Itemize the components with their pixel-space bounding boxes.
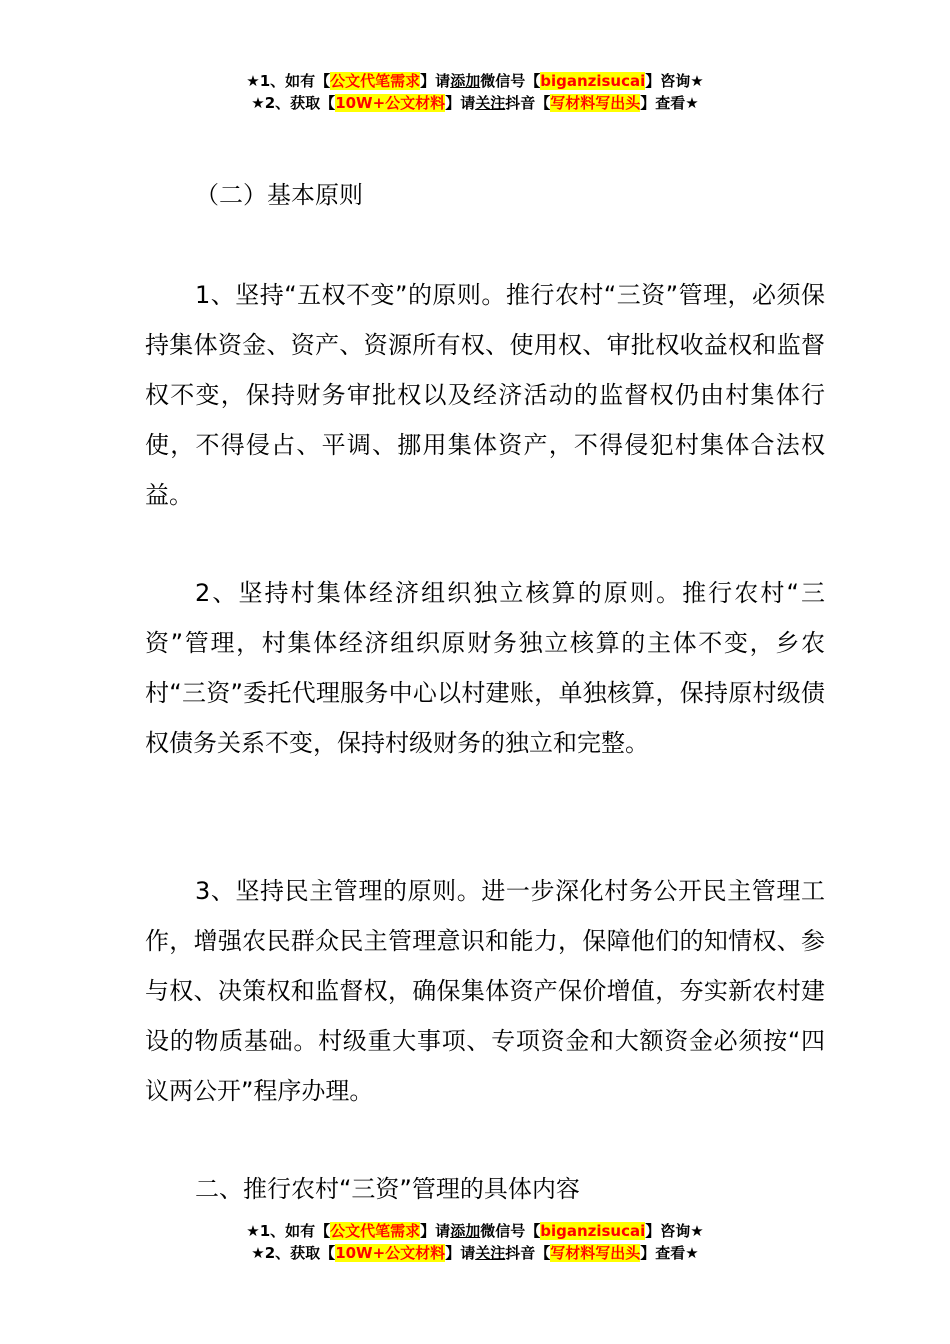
promo-banner-bottom [0, 1220, 950, 1264]
section-subheading: （二）基本原则 [195, 181, 363, 209]
promo-text: 】请 [445, 1244, 476, 1262]
promo-line-2 [0, 92, 950, 114]
promo-underlined: 关注 [475, 94, 506, 112]
promo-highlight: 10W+公文材料 [335, 1244, 446, 1262]
promo-line-2 [0, 1242, 950, 1264]
promo-text: ★2、获取【 [251, 94, 336, 112]
promo-text: ★1、如有【 [246, 72, 331, 90]
promo-text: 】请 [420, 72, 451, 90]
paragraph-text: 3、坚持民主管理的原则。进一步深化村务公开民主管理工作，增强农民群众民主管理意识和能力，保障他们的知情权、参与权、决策权和监督权，确保集体资产保价增值，夯实新农村建设的物质基础。村级重大事项、专项资金和大额资金必须按“四议两公开”程序办理。 [145, 877, 825, 1105]
promo-underlined: 添加 [450, 1222, 481, 1240]
promo-text: 】请 [445, 94, 476, 112]
promo-underlined: 关注 [475, 1244, 506, 1262]
promo-text: 】请 [420, 1222, 451, 1240]
paragraph-2 [145, 568, 825, 768]
promo-highlight: 公文代笔需求 [330, 1222, 421, 1240]
promo-highlight: 10W+公文材料 [335, 94, 446, 112]
paragraph-text: 2、坚持村集体经济组织独立核算的原则。推行农村“三资”管理，村集体经济组织原财务独立核算的主体不变，乡农村“三资”委托代理服务中心以村建账，单独核算，保持原村级债权债务关系不变，保持村级财务的独立和完整。 [145, 579, 825, 757]
paragraph-1 [145, 270, 825, 520]
promo-line-1 [0, 70, 950, 92]
paragraph-3 [145, 866, 825, 1116]
promo-highlight: biganzisucai [540, 72, 646, 90]
promo-text: 微信号【 [480, 1222, 541, 1240]
promo-text: 】查看★ [640, 1244, 699, 1262]
promo-text: 】咨询★ [645, 72, 704, 90]
promo-highlight: 写材料写出头 [550, 94, 641, 112]
promo-banner-top [0, 70, 950, 114]
paragraph-text: 1、坚持“五权不变”的原则。推行农村“三资”管理，必须保持集体资金、资产、资源所有权、使用权、审批权收益权和监督权不变，保持财务审批权以及经济活动的监督权仍由村集体行使，不得侵占、平调、挪用集体资产，不得侵犯村集体合法权益。 [145, 281, 825, 509]
promo-line-1 [0, 1220, 950, 1242]
promo-text: ★1、如有【 [246, 1222, 331, 1240]
promo-underlined: 添加 [450, 72, 481, 90]
promo-text: 】咨询★ [645, 1222, 704, 1240]
promo-text: 抖音【 [505, 94, 551, 112]
promo-text: 】查看★ [640, 94, 699, 112]
promo-highlight: biganzisucai [540, 1222, 646, 1240]
promo-highlight: 公文代笔需求 [330, 72, 421, 90]
promo-highlight: 写材料写出头 [550, 1244, 641, 1262]
promo-text: 抖音【 [505, 1244, 551, 1262]
promo-text: 微信号【 [480, 72, 541, 90]
promo-text: ★2、获取【 [251, 1244, 336, 1262]
next-section-heading: 二、推行农村“三资”管理的具体内容 [195, 1175, 580, 1203]
